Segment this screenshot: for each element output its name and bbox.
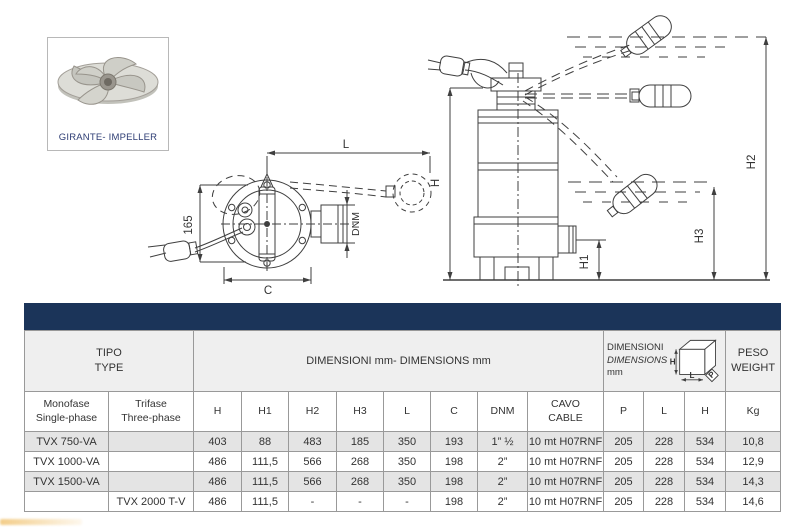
water-level-high xyxy=(567,37,766,57)
pack-box-label-p: P xyxy=(706,369,718,380)
cell-kg: 10,8 xyxy=(726,432,781,452)
cell-h3: - xyxy=(337,492,384,512)
dim-label-165: 165 xyxy=(183,215,195,235)
col-header-h2: H2 xyxy=(289,392,337,432)
cell-cavo: 10 mt H07RNF xyxy=(528,452,604,472)
cell-h: 486 xyxy=(194,452,242,472)
cell-kg: 12,9 xyxy=(726,452,781,472)
cell-c: 198 xyxy=(431,492,478,512)
cell-cavo: 10 mt H07RNF xyxy=(528,492,604,512)
pack-dimensions-text xyxy=(607,342,667,380)
cell-l: 350 xyxy=(384,432,431,452)
cell-model-monofase: TVX 1000-VA xyxy=(25,452,109,472)
cell-dnm: 2” xyxy=(478,472,528,492)
cell-h3: 268 xyxy=(337,452,384,472)
col-header-kg: Kg xyxy=(726,392,781,432)
col-header-monofase: Monofase Single-phase xyxy=(25,392,109,432)
cell-dnm: 1” ½ xyxy=(478,432,528,452)
dim-label-h: H xyxy=(430,178,442,188)
discharge-port-side xyxy=(558,226,576,253)
top-view-dimensions xyxy=(183,139,430,297)
dim-label-h2: H2 xyxy=(746,154,758,170)
spec-table xyxy=(24,303,781,512)
table-row xyxy=(25,432,781,452)
cell-l: 350 xyxy=(384,452,431,472)
cell-pack-l: 228 xyxy=(644,452,685,472)
pack-box-label-l: L xyxy=(689,371,695,381)
dim-label-h1: H1 xyxy=(579,254,591,270)
cell-dnm: 2” xyxy=(478,452,528,472)
cell-model-monofase xyxy=(25,492,109,512)
col-header-h1: H1 xyxy=(242,392,289,432)
cell-h1: 111,5 xyxy=(242,492,289,512)
cell-pack-p: 205 xyxy=(604,492,644,512)
cell-pack-p: 205 xyxy=(604,452,644,472)
cell-pack-l: 228 xyxy=(644,432,685,452)
cell-pack-p: 205 xyxy=(604,472,644,492)
group-weight-line1: PESO xyxy=(737,347,769,360)
bottom-left-artifact xyxy=(0,519,82,525)
cell-pack-h: 534 xyxy=(685,472,726,492)
power-plug-side xyxy=(428,55,507,88)
group-type-line1: TIPO xyxy=(96,347,122,360)
cell-model-monofase: TVX 1500-VA xyxy=(25,472,109,492)
cell-dnm: 2” xyxy=(478,492,528,512)
dim-label-dnm: DNM xyxy=(350,212,362,236)
impeller-image xyxy=(52,44,164,116)
pack-box-label-h: H xyxy=(669,357,676,367)
table-title-band xyxy=(25,304,781,331)
group-header-type xyxy=(25,331,194,392)
col-header-dnm: DNM xyxy=(478,392,528,432)
col-header-pack-l: L xyxy=(644,392,685,432)
cell-pack-h: 534 xyxy=(685,452,726,472)
col-header-pack-h: H xyxy=(685,392,726,432)
cell-h3: 185 xyxy=(337,432,384,452)
cell-model-monofase: TVX 750-VA xyxy=(25,432,109,452)
dim-label-h3: H3 xyxy=(694,228,706,244)
table-row xyxy=(25,472,781,492)
water-level-low xyxy=(568,182,714,202)
impeller-caption: GIRANTE- IMPELLER xyxy=(58,132,158,143)
col-header-trifase: Trifase Three-phase xyxy=(109,392,194,432)
pack-line3: mm xyxy=(607,367,623,379)
col-header-l: L xyxy=(384,392,431,432)
cell-h3: 268 xyxy=(337,472,384,492)
pack-line1: DIMENSIONI xyxy=(607,341,664,353)
group-header-dimensions: DIMENSIONI mm- DIMENSIONS mm xyxy=(194,331,604,392)
col-header-h3: H3 xyxy=(337,392,384,432)
cable-coil xyxy=(208,170,264,219)
pack-line2: DIMENSIONS xyxy=(607,354,668,366)
dim-label-c: C xyxy=(263,285,273,297)
cell-h2: 566 xyxy=(289,452,337,472)
float-switch-raised xyxy=(525,11,676,95)
cell-h: 486 xyxy=(194,492,242,512)
cell-h: 486 xyxy=(194,472,242,492)
cell-c: 193 xyxy=(431,432,478,452)
top-view-drawing xyxy=(140,135,470,305)
table-row xyxy=(25,492,781,512)
float-switch-middle xyxy=(525,85,691,107)
cell-c: 198 xyxy=(431,472,478,492)
dim-label-l: L xyxy=(342,139,350,151)
cell-pack-l: 228 xyxy=(644,472,685,492)
cell-l: 350 xyxy=(384,472,431,492)
cell-model-trifase xyxy=(109,452,194,472)
col-header-cavo: CAVO CABLE xyxy=(528,392,604,432)
cell-model-trifase: TVX 2000 T-V xyxy=(109,492,194,512)
cell-cavo: 10 mt H07RNF xyxy=(528,432,604,452)
cell-model-trifase xyxy=(109,432,194,452)
cell-cavo: 10 mt H07RNF xyxy=(528,472,604,492)
cell-h2: 566 xyxy=(289,472,337,492)
cell-pack-h: 534 xyxy=(685,492,726,512)
col-header-pack-p: P xyxy=(604,392,644,432)
cell-h1: 111,5 xyxy=(242,472,289,492)
group-header-weight xyxy=(726,331,781,392)
cell-h1: 111,5 xyxy=(242,452,289,472)
cell-l: - xyxy=(384,492,431,512)
cell-kg: 14,6 xyxy=(726,492,781,512)
cell-pack-l: 228 xyxy=(644,492,685,512)
float-switch-lowered xyxy=(523,97,661,222)
cell-pack-p: 205 xyxy=(604,432,644,452)
column-header-row xyxy=(25,392,781,432)
packaging-box-icon xyxy=(668,333,722,389)
group-weight-line2: WEIGHT xyxy=(731,362,776,374)
col-header-h: H xyxy=(194,392,242,432)
cell-h2: - xyxy=(289,492,337,512)
cell-h1: 88 xyxy=(242,432,289,452)
side-view-drawing xyxy=(425,5,775,295)
cell-pack-h: 534 xyxy=(685,432,726,452)
table-row xyxy=(25,452,781,472)
cell-h: 403 xyxy=(194,432,242,452)
col-header-c: C xyxy=(431,392,478,432)
group-header-pack-dimensions xyxy=(604,331,726,392)
impeller-photo-box xyxy=(47,37,169,151)
cell-h2: 483 xyxy=(289,432,337,452)
group-type-line2: TYPE xyxy=(94,362,124,374)
cell-c: 198 xyxy=(431,452,478,472)
cell-kg: 14,3 xyxy=(726,472,781,492)
cell-model-trifase xyxy=(109,472,194,492)
